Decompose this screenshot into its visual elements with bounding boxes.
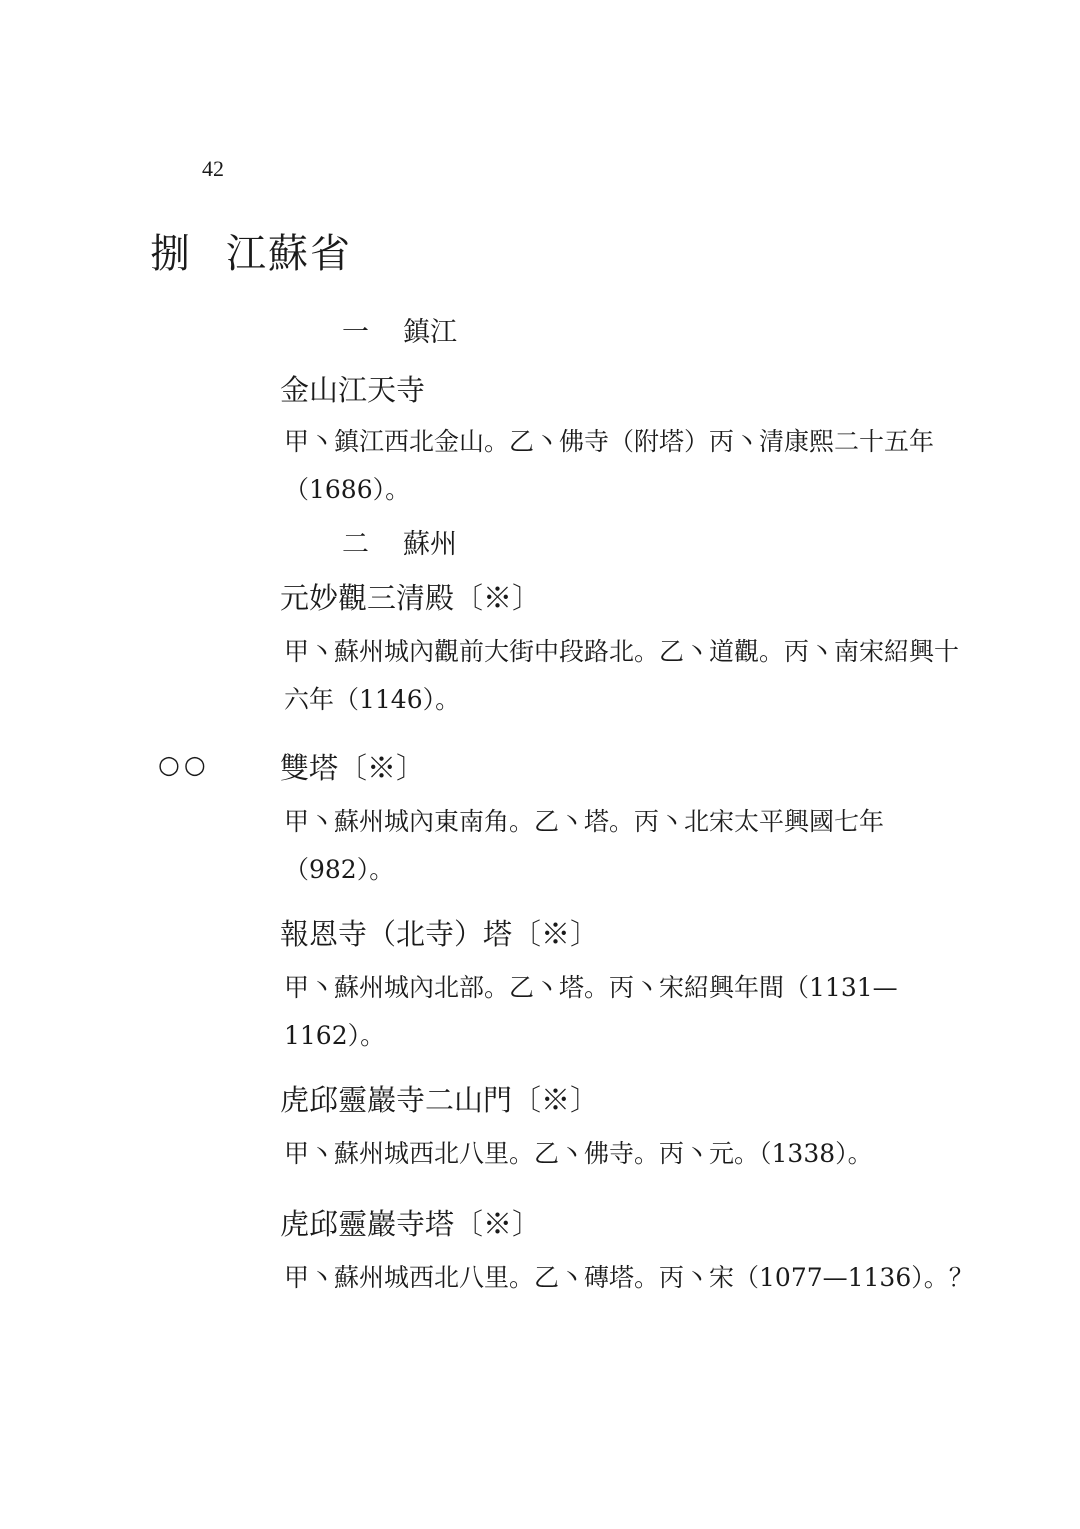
importance-mark: ○○	[158, 750, 210, 779]
section-heading-suzhou	[342, 522, 457, 561]
entry-body-lingyan-gate: 甲丶蘇州城西北八里。乙丶佛寺。丙丶元。（1338）。	[284, 1139, 873, 1168]
section-heading-zhenjiang	[342, 310, 457, 349]
entry-body-sanqing-hall: 甲丶蘇州城內觀前大街中段路北。乙丶道觀。丙丶南宋紹興十六年（1146）。	[284, 637, 960, 714]
page-number: 42	[202, 156, 224, 181]
entry-body-jinshan-temple: 甲丶鎮江西北金山。乙丶佛寺（附塔）丙丶清康熙二十五年（1686）。	[284, 427, 935, 504]
entry-title-jinshan-temple: 金山江天寺	[280, 373, 426, 407]
entry-title-baoen-pagoda: 報恩寺（北寺）塔〔※〕	[280, 917, 600, 951]
chapter-number: 捌	[150, 231, 192, 277]
entry-title-lingyan-pagoda: 虎邱靈巖寺塔〔※〕	[280, 1207, 542, 1241]
entry-title-twin-pagodas: 雙塔〔※〕	[280, 751, 426, 785]
section-number: 二	[342, 529, 369, 560]
entry-body-baoen-pagoda: 甲丶蘇州城內北部。乙丶塔。丙丶宋紹興年間（1131—1162）。	[284, 973, 898, 1050]
section-name: 鎮江	[403, 317, 457, 348]
chapter-name: 江蘇省	[226, 231, 352, 277]
section-number: 一	[342, 317, 369, 348]
entry-body-twin-pagodas: 甲丶蘇州城內東南角。乙丶塔。丙丶北宋太平興國七年（982）。	[284, 807, 885, 884]
section-name: 蘇州	[403, 529, 457, 560]
chapter-title	[150, 222, 352, 279]
entry-body-lingyan-pagoda: 甲丶蘇州城西北八里。乙丶磚塔。丙丶宋（1077—1136）。？	[284, 1263, 974, 1292]
entry-title-sanqing-hall: 元妙觀三清殿〔※〕	[280, 581, 542, 615]
entry-title-lingyan-gate: 虎邱靈巖寺二山門〔※〕	[280, 1083, 600, 1117]
